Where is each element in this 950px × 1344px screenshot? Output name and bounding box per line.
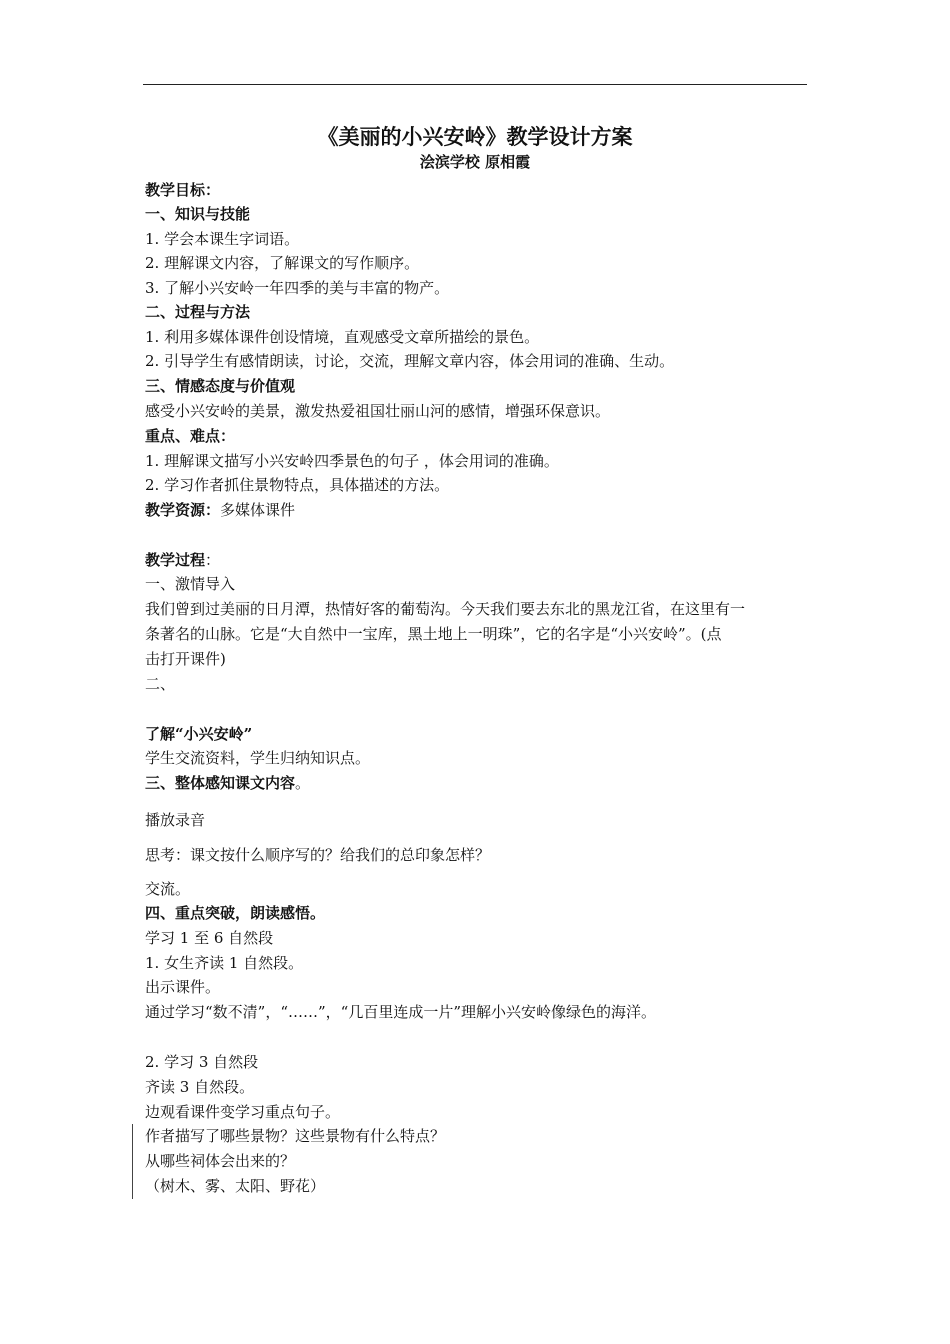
text-line: 1. 理解课文描写小兴安岭四季景色的句子 ，体会用词的准确。 (145, 452, 559, 470)
text-line (145, 773, 310, 793)
line-text: 多媒体课件 (220, 501, 296, 519)
text-line: 条著名的山脉。它是“大自然中一宝库，黑土地上一明珠”，它的名字是“小兴安岭”。(点 (145, 625, 722, 643)
text-line: （树木、雾、太阳、野花） (145, 1177, 326, 1195)
line-text: ： (205, 551, 221, 569)
text-line: 二、 (145, 675, 176, 693)
text-line: 学习 1 至 6 自然段 (145, 929, 274, 947)
text-line: 一、知识与技能 (145, 205, 251, 223)
text-line: 我们曾到过美丽的日月潭，热情好客的葡萄沟。今天我们要去东北的黑龙江省，在这里有一 (145, 600, 746, 618)
text-line (145, 500, 295, 520)
text-line: 播放录音 (145, 811, 206, 829)
line-text: 。 (295, 774, 311, 792)
text-line: 从哪些祠体会出来的？ (145, 1152, 296, 1170)
text-line: 感受小兴安岭的美景，激发热爱祖国壮丽山河的感情，增强环保意识。 (145, 402, 611, 420)
text-line: 边观看课件变学习重点句子。 (145, 1103, 341, 1121)
line-label: 教学资源： (145, 501, 221, 519)
document-subtitle: 浍滨学校 原相霞 (419, 153, 531, 171)
text-line: 出示课件。 (145, 978, 221, 996)
text-line: 1. 学会本课生字词语。 (145, 230, 300, 248)
text-line: 学生交流资料，学生归纳知识点。 (145, 749, 371, 767)
text-line: 击打开课件) (145, 650, 226, 668)
line-label: 教学过程 (145, 551, 206, 569)
text-line: 四、重点突破，朗读感悟。 (145, 904, 326, 922)
text-line: 作者描写了哪些景物？这些景物有什么特点？ (145, 1127, 446, 1145)
text-line: 1. 利用多媒体课件创设情境，直观感受文章所描绘的景色。 (145, 328, 540, 346)
text-line (145, 550, 220, 570)
text-line: 思考：课文按什么顺序写的？给我们的总印象怎样？ (145, 846, 491, 864)
text-line: 三、情感态度与价值观 (145, 377, 296, 395)
text-line: 通过学习“数不清”，“……”，“几百里连成一片”理解小兴安岭像绿色的海洋。 (145, 1003, 657, 1021)
text-line: 重点、难点： (145, 427, 236, 445)
text-line: 2. 学习作者抓住景物特点，具体描述的方法。 (145, 476, 450, 494)
text-line: 齐读 3 自然段。 (145, 1078, 255, 1096)
line-label: 三、整体感知课文内容 (145, 774, 296, 792)
text-line: 了解“小兴安岭” (145, 725, 253, 743)
document-title: 《美丽的小兴安岭》教学设计方案 (317, 124, 633, 149)
text-line: 二、过程与方法 (145, 303, 251, 321)
text-line: 3. 了解小兴安岭一年四季的美与丰富的物产。 (145, 279, 450, 297)
text-line: 2. 理解课文内容，了解课文的写作顺序。 (145, 254, 420, 272)
text-line: 交流。 (145, 880, 191, 898)
text-line: 一、激情导入 (145, 575, 236, 593)
header-rule (143, 84, 807, 85)
text-line: 教学目标： (145, 181, 221, 199)
text-line: 2. 学习 3 自然段 (145, 1053, 259, 1071)
text-line: 2. 引导学生有感情朗读，讨论，交流，理解文章内容，体会用词的准确、生动。 (145, 352, 675, 370)
text-line: 1. 女生齐读 1 自然段。 (145, 954, 304, 972)
margin-bar (132, 1124, 133, 1199)
